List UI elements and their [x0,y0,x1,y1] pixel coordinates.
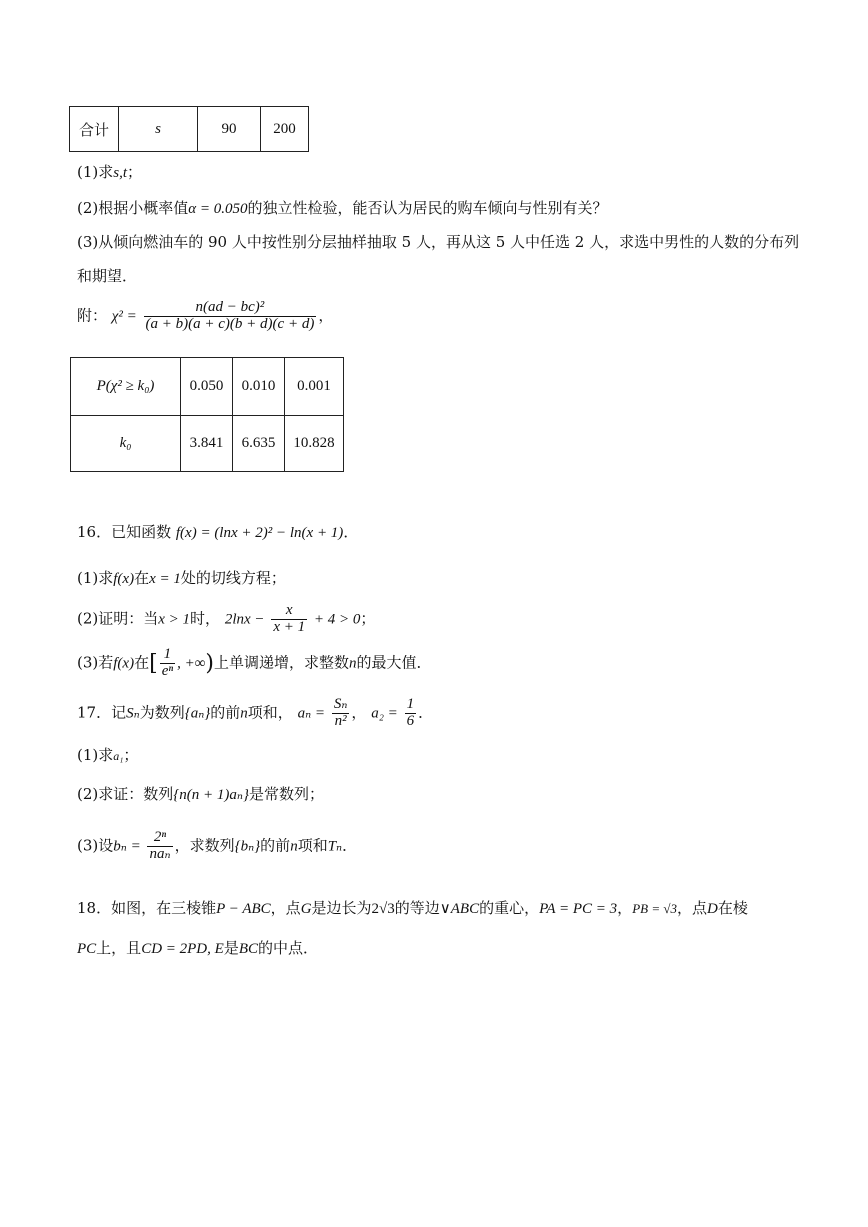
q16-p3-text-c: 上单调递增，求整数 [214,653,350,672]
q17-p3-num: 2ⁿ [153,829,167,845]
q17-text-c: 的前 [210,703,241,722]
q18-text-2b: 是 [223,939,239,957]
q17-p3-Tn: Tₙ [327,838,343,855]
formula-fraction [144,300,317,333]
q16-p3-num: 1 [163,646,172,662]
crit-cell: 0.001 [285,358,344,416]
q18-D: D [707,901,718,917]
part1-vars: s,t [113,165,128,181]
q17-p2-text-a: (2)求证：数列 [77,785,174,803]
q18-text-c: 是边长为 [311,899,372,917]
q17-a2-num: 1 [406,696,415,712]
q17-text-d: 项和， [247,703,293,722]
q17-a2-eq: a₂ = [371,705,398,722]
crit-cell: 10.828 [285,416,344,472]
total-cell-s: s [119,107,198,152]
q17-p3-end: ． [342,836,358,855]
q17-an-fraction [332,697,350,730]
q17-a2-fraction [405,697,417,730]
appendix-label: 附： [77,306,108,325]
q16-part2 [77,603,375,636]
q18-line2 [77,937,318,958]
q16-title-text: 16．已知函数 [77,523,172,541]
q18-pa-pc: PA = PC = 3 [539,901,618,917]
crit-cell: 6.635 [233,416,285,472]
q16-p2-num: x [285,602,293,618]
q17-p3-n: n [290,838,298,855]
q18-text-f: ， [617,899,633,917]
q16-p3-fraction [160,647,175,680]
q16-part1 [77,567,286,588]
q17-part1 [77,744,138,765]
q16-p3-den: eⁿ [161,662,174,679]
q16-p1-text-b: 在 [134,569,150,587]
question-part-3-line1: (3)从倾向燃油车的 90 人中按性别分层抽样抽取 5 人，再从这 5 人中任选 2 人，求选中男性的人数的分布列 [77,233,800,251]
q17-n: n [240,705,248,722]
q18-G: G [300,901,312,917]
total-label: 合计 [70,107,119,152]
question-part-3-line2: 和期望． [77,267,138,285]
q17-p3-den: naₙ [149,845,171,862]
q16-function: f(x) = (lnx + 2)² − ln(x + 1) [175,525,344,541]
q17-comma: ， [351,703,367,722]
crit-row1-head: P(χ² ≥ k₀) [71,358,181,416]
part2-text-b: 的独立性检验，能否认为居民的购车倾向与性别有关？ [247,199,608,217]
q18-pabc: P − ABC [216,901,271,917]
q18-text-e: 的重心， [479,899,540,917]
formula-end: ， [318,306,334,325]
q16-p3-n: n [349,655,357,672]
q17-p3-text-c: 的前 [260,836,291,855]
q16-p3-text-a: (3)若 [77,653,114,672]
q17-p1-a1: a₁ [113,749,124,763]
q18-pc: PC [77,941,97,957]
q18-text-2c: 的中点． [258,939,319,957]
q16-p3-text-b: 在 [134,653,150,672]
q18-text-b: ，点 [270,899,301,917]
total-cell-90: 90 [198,107,261,152]
q16-p2-lhs: 2lnx − [224,611,265,628]
question-part-1 [77,161,142,182]
q17-frac-num: Sₙ [333,696,348,712]
q16-p2-text-a: (2)证明：当 [77,609,159,628]
question-part-2 [77,197,608,218]
crit-cell: 3.841 [181,416,233,472]
q18-side: 2√3 [371,901,395,917]
q17-p3-text-a: (3)设 [77,836,114,855]
q17-an-eq: aₙ = [297,705,326,722]
q18-text-d: 的等边∨ [394,899,451,917]
q17-end: ． [418,703,434,722]
q18-abc: ABC [450,901,480,917]
q17-p3-set: {bₙ} [234,838,261,855]
q16-title [77,521,358,542]
q16-p2-rhs: + 4 > 0 [313,611,361,628]
q18-text-h: 在棱 [717,899,748,917]
q17-p3-text-d: 项和 [297,836,328,855]
formula-lhs: χ² = [111,308,137,325]
q17-title [77,697,433,730]
part2-alpha: α = 0.050 [188,201,248,217]
q16-p2-text-b: 时， [190,609,221,628]
q16-p1-fx: f(x) [113,571,135,587]
formula-numerator: n(ad − bc)² [195,299,265,315]
q17-p3-text-b: ，求数列 [174,836,235,855]
q16-p3-text-d: 的最大值． [356,653,432,672]
q18-text-g: ，点 [676,899,707,917]
q18-text-2a: 上，且 [96,939,142,957]
q17-p2-text-b: 是常数列； [248,785,324,803]
total-row-table [69,106,309,152]
q16-part3 [77,647,432,680]
q17-Sn: Sₙ [126,705,140,722]
crit-cell: 0.010 [233,358,285,416]
q16-p3-inf: , +∞ [177,655,206,672]
q16-p2-end: ； [360,609,376,628]
q16-p1-x1: x = 1 [149,571,181,587]
q17-text-b: 为数列 [139,703,185,722]
left-bracket-glyph: [ [149,650,158,676]
q18-text-a: 18．如图，在三棱锥 [77,899,217,917]
appendix-formula [77,300,333,333]
formula-denominator: (a + b)(a + c)(b + d)(c + d) [145,315,315,332]
q17-p3-fraction [147,830,172,863]
q16-p2-den: x + 1 [273,618,306,635]
part2-text-a: (2)根据小概率值 [77,199,189,217]
critical-value-table [70,357,344,472]
crit-row2-head: k₀ [71,416,181,472]
q17-part3 [77,830,357,863]
part1-text: (1)求 [77,163,114,181]
q18-pb: PB = √3 [632,901,677,916]
total-cell-200: 200 [261,107,309,152]
q17-p1-text: (1)求 [77,746,114,764]
q16-p2-fraction [271,603,307,636]
q17-p1-end: ； [123,746,139,764]
q16-p3-fx: f(x) [113,655,135,672]
q17-p2-seq: {n(n + 1)aₙ} [173,787,249,803]
q17-part2 [77,783,324,804]
q17-an-set: {aₙ} [184,705,211,722]
q17-frac-den: n² [332,713,350,730]
q18-bc: BC [238,941,258,957]
q16-title-end: ． [343,523,359,541]
q17-a2-den: 6 [406,712,415,729]
q16-p2-cond: x > 1 [158,611,191,628]
part1-end: ； [127,163,143,181]
q16-p1-text-c: 处的切线方程； [180,569,286,587]
right-paren-glyph: ) [205,650,214,676]
q17-p3-bn: bₙ = [113,838,141,855]
q17-text-a: 17．记 [77,703,127,722]
q16-p1-text-a: (1)求 [77,569,114,587]
crit-cell: 0.050 [181,358,233,416]
q18-cd: CD = 2PD, E [141,941,224,957]
q18-line1 [77,897,748,918]
